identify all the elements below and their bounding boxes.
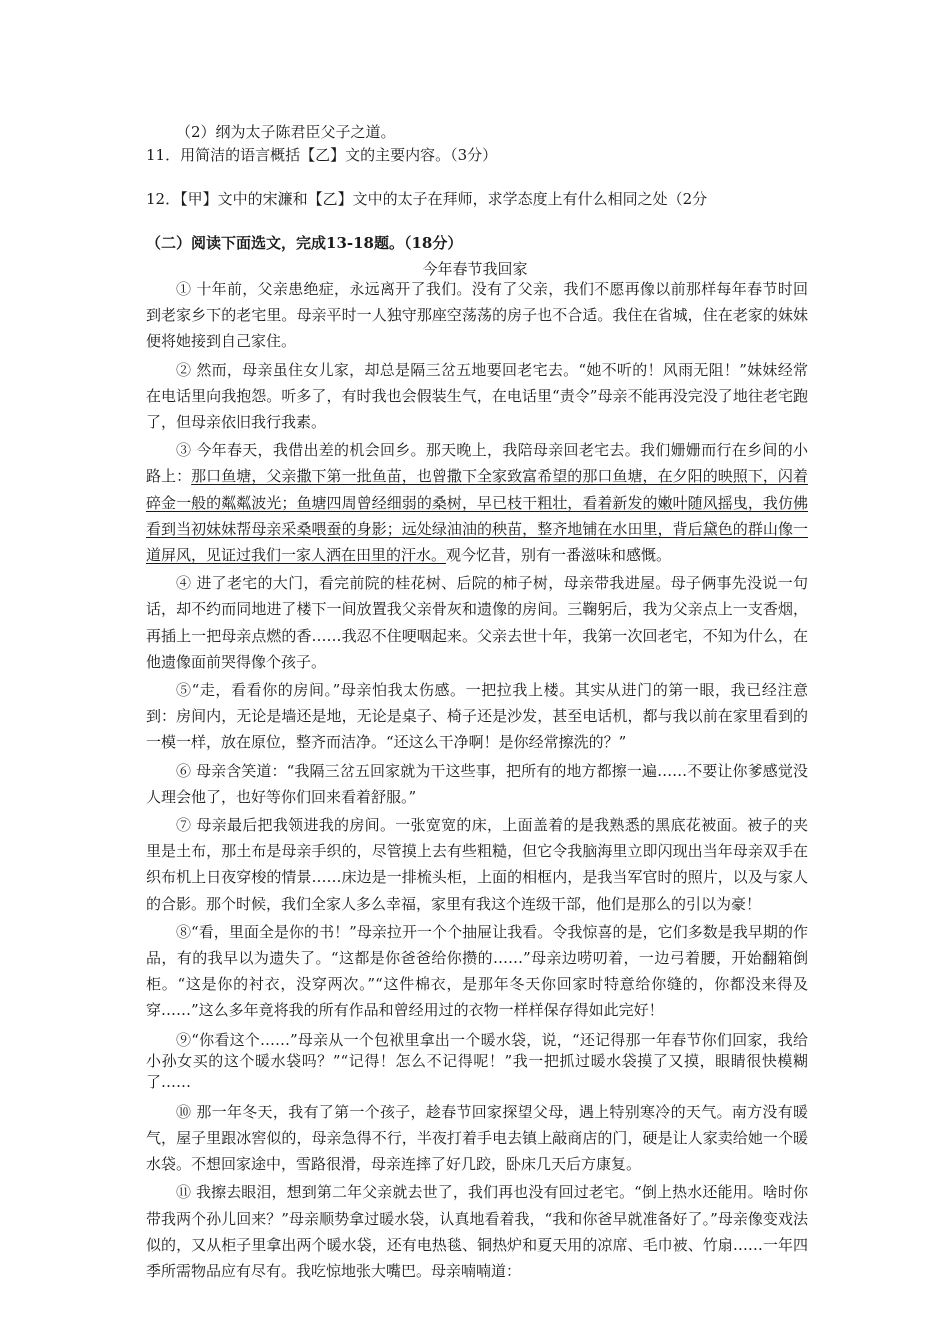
paragraph-11: ⑪ 我擦去眼泪，想到第二年父亲就去世了，我们再也没有回过老宅。“倒上热水还能用。啥时你带我两个孙儿回来？”母亲顺势拿过暖水袋，认真地看着我，“我和你爸早就准备好了。”母亲像变戏法似的，又从柜子里拿出两个暖水袋，还有电热毯、铜热炉和夏天用的凉席、毛巾被、竹扇……一年四季所需物品应有尽有。我吃惊地张大嘴巴。母亲喃喃道： (146, 1183, 808, 1280)
paragraph-3-underlined: 那口鱼塘，父亲撒下第一批鱼苗，也曾撒下全家致富希望的那口鱼塘，在夕阳的映照下，闪着碎金一般的粼粼波光；鱼塘四周曾经细弱的桑树，早已枝干粗壮，看着新发的嫩叶随风摇曳，我仿佛看到当初妹妹帮母亲采桑喂蚕的身影；远处绿油油的秧苗，整齐地铺在水田里，背后黛色的群山像一道屏风，见证过我们一家人洒在田里的汗水。 (146, 467, 808, 565)
section-heading: （二）阅读下面选文，完成13-18题。（18分） (146, 234, 463, 252)
paragraph-3-tail: 观今忆昔，别有一番滋味和感慨。 (446, 546, 672, 565)
paragraph-2: ② 然而，母亲虽住女儿家，却总是隔三岔五地要回老宅去。“她不听的！风雨无阻！”妹妹经常在电话里向我抱怨。听多了，有时我也会假装生气，在电话里“责令”母亲不能再没完没了地往老宅跑了，但母亲依旧我行我素。 (146, 360, 808, 432)
paragraph-10: ⑩ 那一年冬天，我有了第一个孩子，趁春节回家探望父母，遇上特别寒冷的天气。南方没有暖气，屋子里跟冰窖似的，母亲急得不行，半夜打着手电去镇上敲商店的门，硬是让人家卖给她一个暖水袋。不想回家途中，雪路很滑，母亲连摔了好几跤，卧床几天后方康复。 (146, 1102, 808, 1174)
question-10-item-2: （2）纲为太子陈君臣父子之道。 (176, 123, 396, 141)
article-body (146, 276, 808, 1286)
paragraph-5: ⑤“走，看看你的房间。”母亲怕我太伤感。一把拉我上楼。其实从进门的第一眼，我已经注意到：房间内，无论是墙还是地，无论是桌子、椅子还是沙发，甚至电话机，都与我以前在家里看到的一模一样，放在原位，整齐而洁净。“还这么干净啊！是你经常擦洗的？” (146, 681, 808, 752)
paragraph-8: ⑧“看，里面全是你的书！”母亲拉开一个个抽屉让我看。令我惊喜的是，它们多数是我早期的作品，有的我早以为遗失了。“这都是你爸爸给你攒的……”母亲边唠叨着，一边弓着腰，开始翻箱倒柜。“这是你的衬衣，没穿两次。”“这件棉衣，是那年冬天你回家时特意给你缝的，你都没来得及穿……”这么多年竟将我的所有作品和曾经用过的衣物一样样保存得如此完好！ (146, 922, 808, 1020)
article-title: 今年春节我回家 (422, 260, 528, 278)
question-12: 12．【甲】文中的宋濂和【乙】文中的太子在拜师，求学态度上有什么相同之处（2分 (146, 190, 708, 208)
question-11: 11．用简洁的语言概括【乙】文的主要内容。（3分） (146, 146, 498, 164)
paragraph-3-intro: ③ 今年春天，我借出差的机会回乡。那天晚上，我陪母亲回老宅去。我们姗姗而行在乡间的小路上： (146, 441, 808, 486)
paragraph-6: ⑥ 母亲含笑道：“我隔三岔五回家就为干这些事，把所有的地方都擦一遍……不要让你爹感觉没人理会他了，也好等你们回来看着舒服。” (146, 761, 808, 806)
paragraph-4: ④ 进了老宅的大门，看完前院的桂花树、后院的柿子树，母亲带我进屋。母子俩事先没说一句话，却不约而同地进了楼下一间放置我父亲骨灰和遗像的房间。三鞠躬后，我为父亲点上一支香烟，再插上一把母亲点燃的香……我忍不住哽咽起来。父亲去世十年，我第一次回老宅，不知为什么，在他遗像面前哭得像个孩子。 (146, 574, 808, 671)
paragraph-7: ⑦ 母亲最后把我领进我的房间。一张宽宽的床，上面盖着的是我熟悉的黑底花被面。被子的夹里是土布，那土布是母亲手织的，尽管摸上去有些粗糙，但它令我脑海里立即闪现出当年母亲双手在织布机上日夜穿梭的情景……床边是一排梳头柜，上面的相框内，是我当军官时的照片，以及与家人的合影。那个时候，我们全家人多么幸福，家里有我这个连级干部，他们是那么的引以为豪！ (146, 816, 808, 913)
paragraph-3 (146, 437, 808, 568)
paragraph-9: ⑨“你看这个……”母亲从一个包袱里拿出一个暖水袋，说，“还记得那一年春节你们回家，我给小孙女买的这个暖水袋吗？”“记得！怎么不记得呢！”我一把抓过暖水袋摸了又摸，眼睛很快模糊了…… (146, 1030, 808, 1091)
paragraph-1: ① 十年前，父亲患绝症，永远离开了我们。没有了父亲，我们不愿再像以前那样每年春节时回到老家乡下的老宅里。母亲平时一人独守那座空荡荡的房子也不合适。我住在省城，住在老家的妹妹便将她接到自己家住。 (146, 280, 808, 351)
